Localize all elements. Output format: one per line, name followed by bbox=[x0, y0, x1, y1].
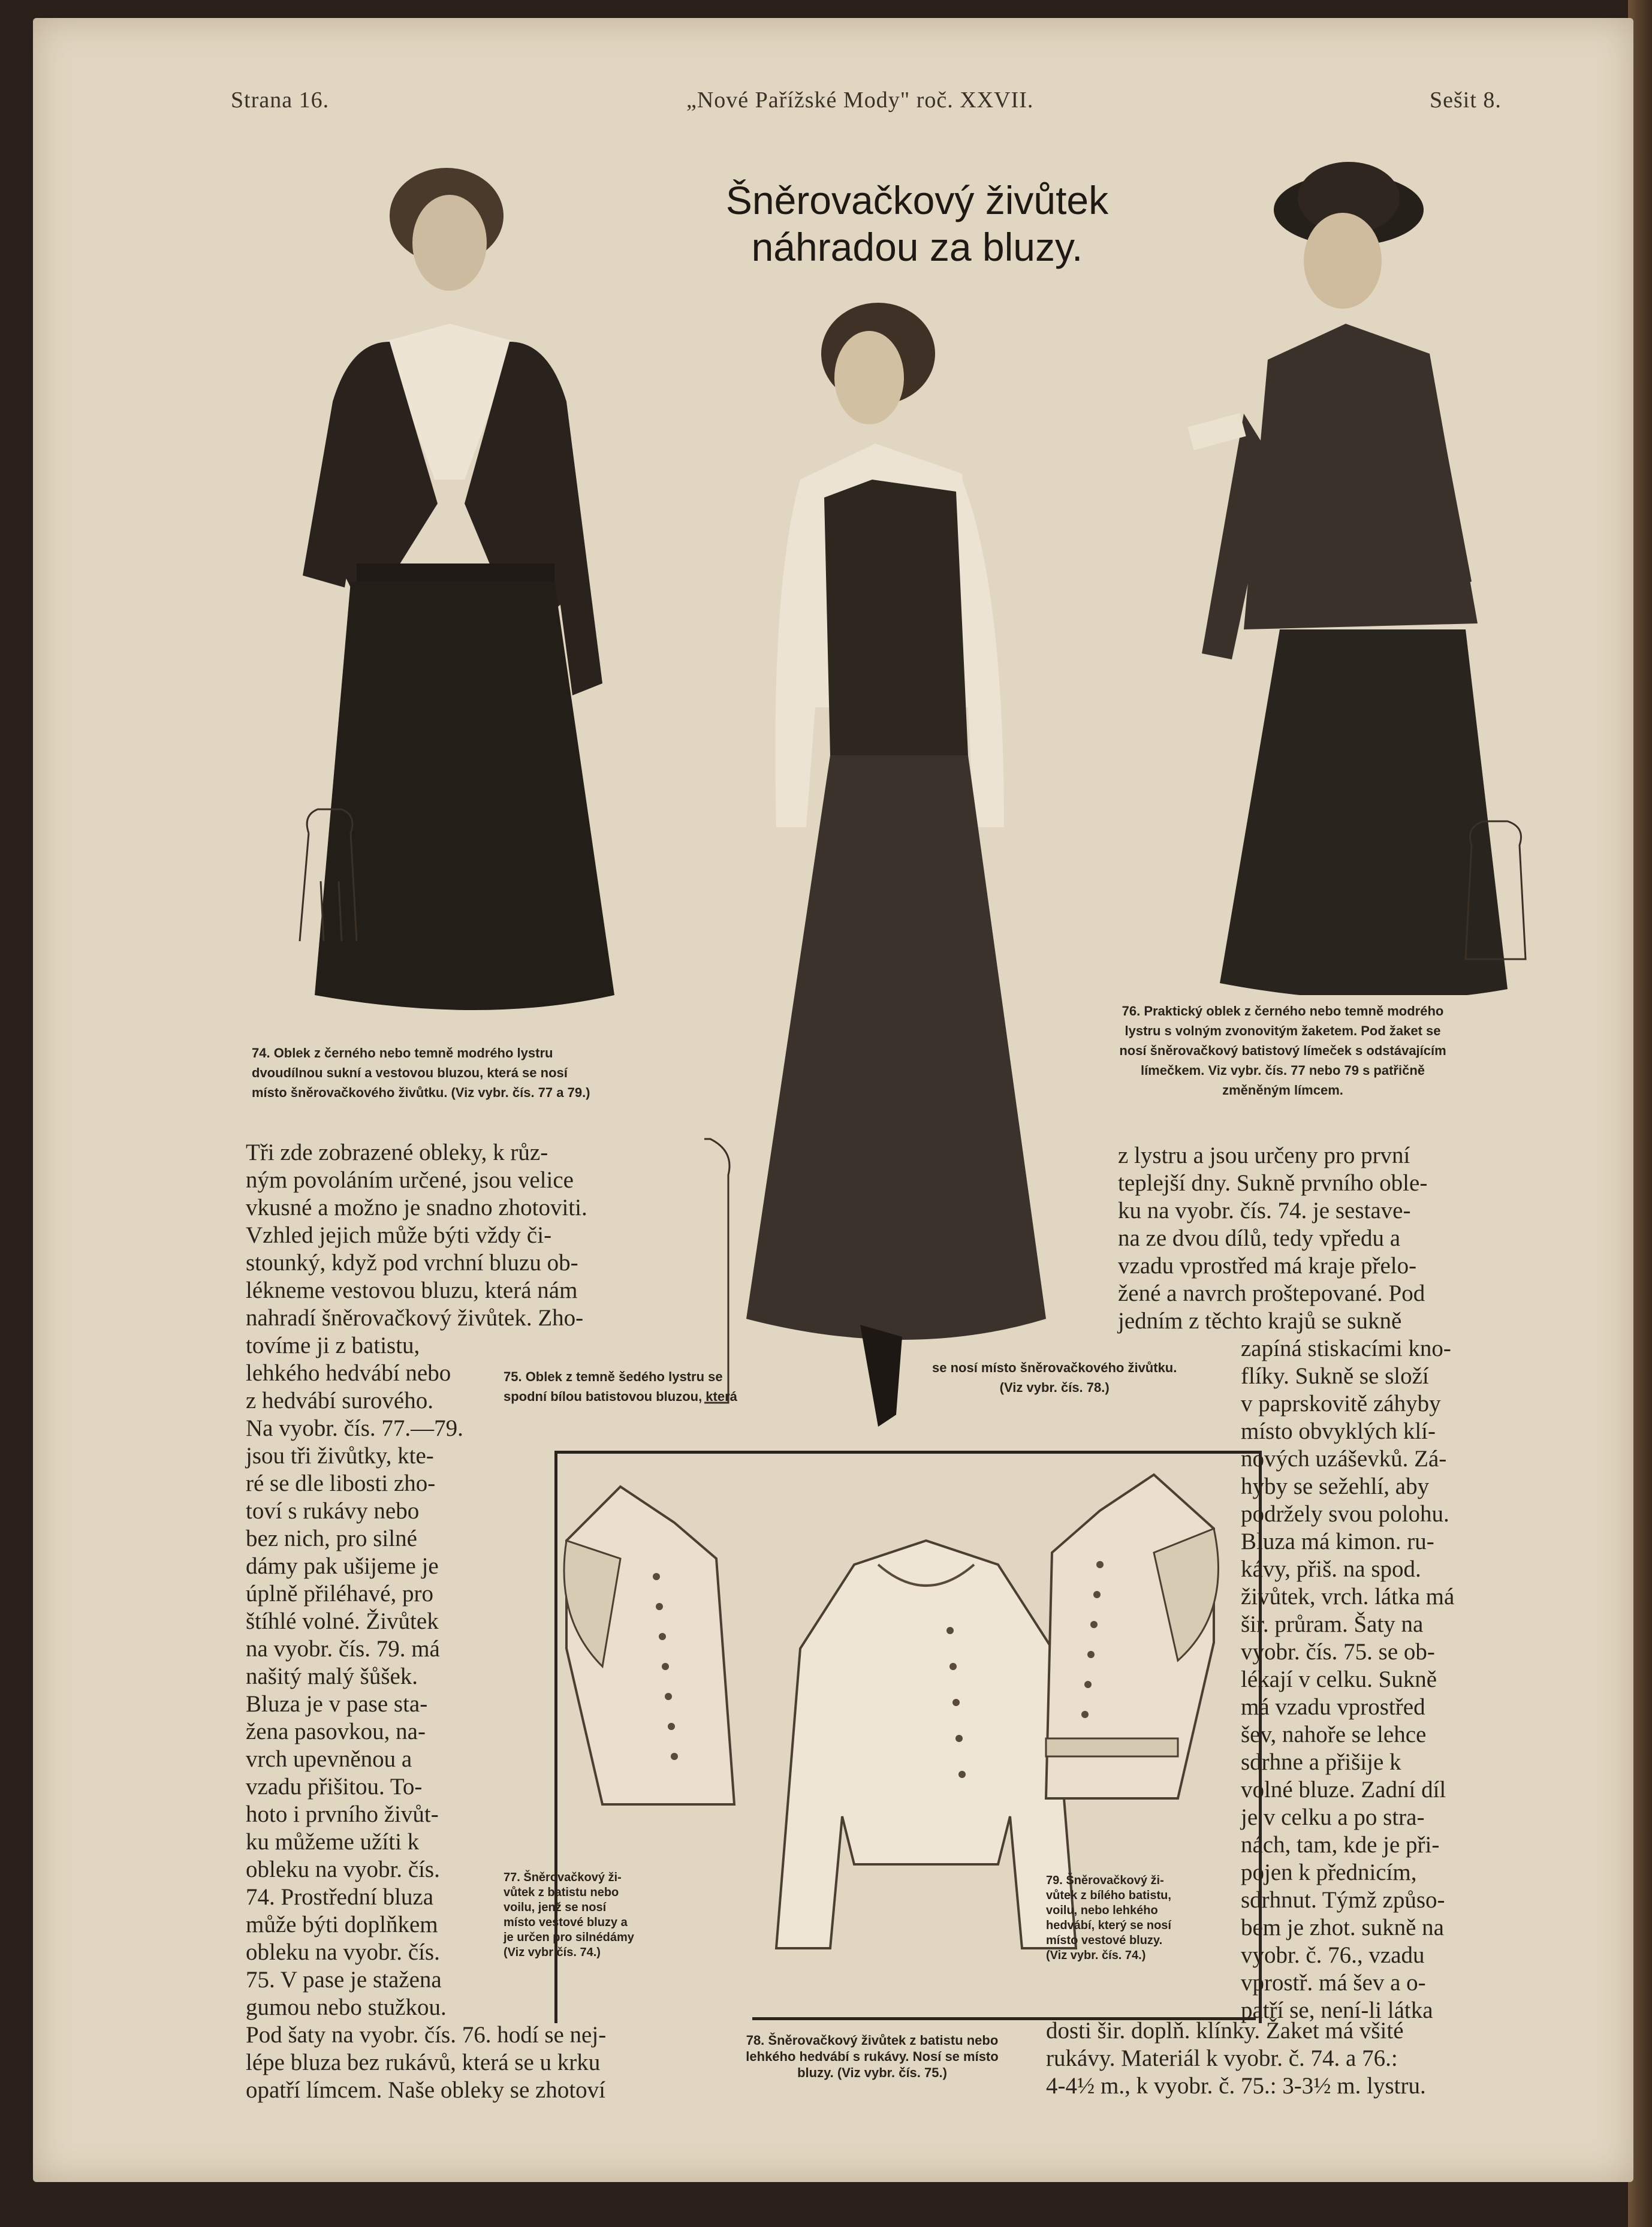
text-line: na ze dvou dílů, tedy vpředu a bbox=[1118, 1225, 1401, 1251]
caption-line: 77. Šněrovačkový ži- bbox=[504, 1871, 622, 1884]
text-line: vzadu přišitou. To- bbox=[246, 1774, 423, 1800]
caption-78 bbox=[710, 2032, 1034, 2081]
caption-line: (Viz vybr. čís. 78.) bbox=[999, 1380, 1110, 1395]
title-line-1: Šněrovačkový živůtek bbox=[725, 178, 1109, 222]
article-text-left bbox=[246, 1139, 606, 2104]
caption-75-right bbox=[932, 1358, 1177, 1397]
text-line: bem je zhot. sukně na bbox=[1241, 1915, 1444, 1940]
issue-number: Sešit 8. bbox=[1430, 88, 1502, 113]
text-line: nách, tam, kde je při- bbox=[1241, 1832, 1440, 1858]
text-line: Na vyobr. čís. 77.—79. bbox=[246, 1415, 463, 1441]
woman-in-hat-and-jacket-icon bbox=[1166, 162, 1585, 995]
text-line: štíhlé volné. Živůtek bbox=[246, 1608, 439, 1634]
text-line: je v celku a po stra- bbox=[1241, 1804, 1425, 1830]
text-line: jedním z těchto krajů se sukně bbox=[1118, 1308, 1402, 1334]
text-line: z lystru a jsou určeny pro první bbox=[1118, 1143, 1410, 1168]
text-line: stounký, když pod vrchní bluzu ob- bbox=[246, 1250, 578, 1276]
text-line: Bluza je v pase sta- bbox=[246, 1691, 428, 1717]
text-line: tovíme ji z batistu, bbox=[246, 1333, 420, 1358]
text-line: z hedvábí surového. bbox=[246, 1388, 433, 1414]
text-line: úplně přiléhavé, pro bbox=[246, 1581, 433, 1607]
text-line: vrch upevněnou a bbox=[246, 1746, 412, 1772]
caption-line: lehkého hedvábí s rukávy. Nosí se místo bbox=[746, 2049, 999, 2064]
caption-line: místo šněrovačkového živůtku. (Viz vybr. čís. 77 a 79.) bbox=[252, 1085, 590, 1100]
text-line: vprostř. má šev a o- bbox=[1241, 1970, 1426, 1996]
text-line: rukávy. Materiál k vyobr. č. 74. a 76.: bbox=[1046, 2045, 1398, 2071]
text-line: vyobr. čís. 75. se ob- bbox=[1241, 1639, 1435, 1665]
text-line: žena pasovkou, na- bbox=[246, 1719, 426, 1744]
text-line: nových uzáševků. Zá- bbox=[1241, 1446, 1447, 1472]
caption-line: lystru s volným zvonovitým žaketem. Pod žaket se bbox=[1125, 1023, 1441, 1038]
text-line: hyby se sežehlí, aby bbox=[1241, 1473, 1430, 1499]
text-line: živůtek, vrch. látka má bbox=[1241, 1584, 1455, 1610]
text-line: šev, nahoře se lehce bbox=[1241, 1722, 1427, 1747]
text-line: kávy, přiš. na spod. bbox=[1241, 1556, 1421, 1582]
article-title bbox=[662, 177, 1172, 270]
text-line: 74. Prostřední bluza bbox=[246, 1884, 434, 1910]
text-line: Pod šaty na vyobr. čís. 76. hodí se nej- bbox=[246, 2022, 607, 2048]
text-line: hoto i prvního živůt- bbox=[246, 1801, 439, 1827]
caption-line: límečkem. Viz vybr. čís. 77 nebo 79 s patřičně bbox=[1140, 1063, 1425, 1078]
caption-line: 78. Šněrovačkový živůtek z batistu nebo bbox=[746, 2033, 999, 2048]
text-line: 4-4½ m., k vyobr. č. 75.: 3-3½ m. lystru. bbox=[1046, 2073, 1426, 2099]
text-line: obleku na vyobr. čís. bbox=[246, 1939, 440, 1965]
text-line: vyobr. č. 76., vzadu bbox=[1241, 1942, 1425, 1968]
caption-line: voilu, jenž se nosí bbox=[504, 1901, 607, 1914]
text-line: pojen k přednicím, bbox=[1241, 1860, 1417, 1885]
sleeveless-bodice-with-belt-icon bbox=[998, 1463, 1250, 1846]
text-line: jsou tři živůtky, kte- bbox=[246, 1443, 434, 1469]
text-line: toví s rukávy nebo bbox=[246, 1498, 420, 1524]
text-line: v paprskovitě záhyby bbox=[1241, 1391, 1441, 1417]
text-line: na vyobr. čís. 79. má bbox=[246, 1636, 440, 1662]
text-line: šir. průram. Šaty na bbox=[1241, 1611, 1424, 1637]
caption-line: 74. Oblek z černého nebo temně modrého lystru bbox=[252, 1045, 553, 1060]
text-line: nahradí šněrovačkový živůtek. Zho- bbox=[246, 1305, 584, 1331]
text-line: místo obvyklých klí- bbox=[1241, 1418, 1436, 1444]
caption-line: 79. Šněrovačkový ži- bbox=[1046, 1874, 1164, 1887]
text-line: ré se dle libosti zho- bbox=[246, 1470, 436, 1496]
caption-76 bbox=[1085, 1001, 1481, 1100]
text-line: obleku na vyobr. čís. bbox=[246, 1857, 440, 1882]
text-line: sdrhnut. Týmž způso- bbox=[1241, 1887, 1445, 1913]
caption-line: hedvábí, který se nosí bbox=[1046, 1919, 1171, 1932]
caption-line: je určen pro silnédámy bbox=[504, 1931, 634, 1944]
text-line: Tři zde zobrazené obleky, k růz- bbox=[246, 1140, 548, 1165]
caption-line: (Viz vybr. čís. 74.) bbox=[1046, 1949, 1146, 1962]
caption-line: změněným límcem. bbox=[1222, 1083, 1343, 1098]
text-line: našitý malý šůšek. bbox=[246, 1664, 418, 1689]
caption-line: dvoudílnou sukní a vestovou bluzou, která se nosí bbox=[252, 1065, 568, 1080]
caption-74 bbox=[252, 1043, 590, 1102]
text-line: sdrhne a přišije k bbox=[1241, 1749, 1401, 1775]
text-line: opatří límcem. Naše obleky se zhotoví bbox=[246, 2077, 606, 2103]
text-line: bez nich, pro silné bbox=[246, 1526, 417, 1551]
text-line: ku můžeme užíti k bbox=[246, 1829, 420, 1855]
article-text-right-top bbox=[1118, 1142, 1427, 1335]
caption-line: (Viz vybr čís. 74.) bbox=[504, 1946, 601, 1959]
text-line: flíky. Sukně se složí bbox=[1241, 1363, 1429, 1389]
text-line: lehkého hedvábí nebo bbox=[246, 1360, 451, 1386]
caption-79 bbox=[1046, 1873, 1171, 1963]
text-line: má vzadu vprostřed bbox=[1241, 1694, 1425, 1720]
text-line: ným povoláním určené, jsou velice bbox=[246, 1167, 574, 1193]
text-line: lépe bluza bez rukávů, která se u krku bbox=[246, 2050, 601, 2075]
text-line: lékneme vestovou bluzu, která nám bbox=[246, 1277, 578, 1303]
text-line: dosti šir. doplň. klínky. Žaket má všité bbox=[1046, 2018, 1404, 2044]
caption-line: 75. Oblek z temně šedého lystru se bbox=[504, 1369, 723, 1384]
caption-line: bluzy. (Viz vybr. čís. 75.) bbox=[797, 2065, 947, 2080]
text-line: podržely svou polohu. bbox=[1241, 1501, 1449, 1527]
text-line: teplejší dny. Sukně prvního oble- bbox=[1118, 1170, 1428, 1196]
caption-line: místo vestové bluzy a bbox=[504, 1916, 628, 1929]
caption-line: 76. Praktický oblek z černého nebo temně modrého bbox=[1122, 1003, 1444, 1018]
text-line: patří se, není-li látka bbox=[1241, 1997, 1433, 2023]
text-line: gumou nebo stužkou. bbox=[246, 1994, 447, 2020]
text-line: vzadu vprostřed má kraje přelo- bbox=[1118, 1253, 1417, 1279]
text-line: Vzhled jejich může býti vždy či- bbox=[246, 1222, 552, 1248]
caption-line: nosí šněrovačkový batistový límeček s odstávajícím bbox=[1119, 1043, 1446, 1058]
caption-line: vůtek z batistu nebo bbox=[504, 1886, 619, 1899]
text-line: volné bluze. Zadní díl bbox=[1241, 1777, 1446, 1803]
text-line: Bluza má kimon. ru- bbox=[1241, 1529, 1434, 1554]
caption-line: vůtek z bílého batistu, bbox=[1046, 1889, 1171, 1902]
text-line: ku na vyobr. čís. 74. je sestave- bbox=[1118, 1198, 1411, 1224]
caption-line: se nosí místo šněrovačkového živůtku. bbox=[932, 1360, 1177, 1375]
text-line: lékají v celku. Sukně bbox=[1241, 1667, 1437, 1692]
caption-line: voilu, nebo lehkého bbox=[1046, 1904, 1158, 1917]
woman-in-grey-skirt-and-waistcoat-icon bbox=[704, 288, 1088, 1439]
caption-line: místo vestové bluzy. bbox=[1046, 1934, 1163, 1947]
page-number: Strana 16. bbox=[231, 88, 330, 113]
text-line: zapíná stiskacími kno- bbox=[1241, 1336, 1451, 1361]
caption-line: spodní bílou batistovou bluzou, která bbox=[504, 1389, 737, 1404]
article-text-right bbox=[1241, 1335, 1454, 2024]
text-line: může býti doplňkem bbox=[246, 1912, 438, 1937]
magazine-page bbox=[33, 18, 1633, 2182]
article-text-bottom-right bbox=[1046, 2017, 1426, 2100]
magazine-title: „Nové Pařížské Mody" roč. XXVII. bbox=[686, 88, 1034, 113]
title-line-2: náhradou za bluzy. bbox=[751, 225, 1083, 269]
text-line: vkusné a možno je snadno zhotoviti. bbox=[246, 1195, 587, 1221]
woman-in-dark-suit-with-waistcoat-icon bbox=[243, 144, 674, 1031]
text-line: dámy pak ušijeme je bbox=[246, 1553, 439, 1579]
text-line: žené a navrch proštepované. Pod bbox=[1118, 1280, 1425, 1306]
text-line: 75. V pase je stažena bbox=[246, 1967, 442, 1993]
